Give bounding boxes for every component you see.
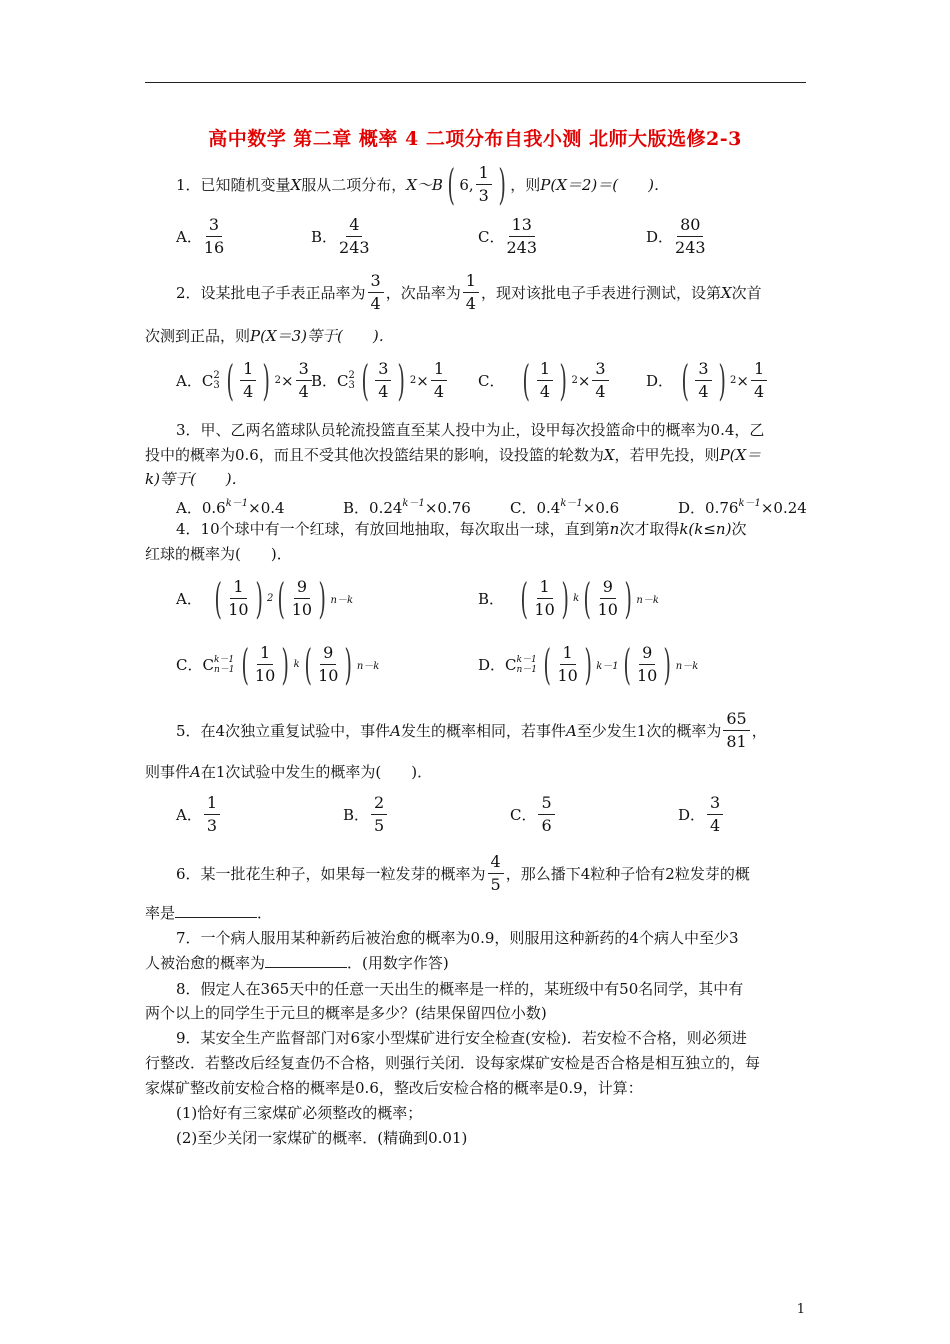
fraction-2 [598, 576, 618, 621]
q6-text-a: 6．某一批花生种子，如果每一粒发芽的概率为 [176, 864, 486, 883]
option-fraction [538, 792, 554, 837]
frac-num: 13 [509, 214, 535, 237]
question-7-line-1: 7．一个病人服用某种新药后被治愈的概率为0.9，则服用这种新药的4个病人中至少3 [176, 929, 739, 947]
q1-p-den: 3 [478, 186, 489, 205]
q1-text-b: 服从二项分布， [301, 175, 407, 194]
frac-num: 3 [707, 792, 723, 815]
option-exponent: k－1 [738, 498, 761, 509]
frac-num: 1 [257, 642, 273, 665]
option-label: D． [646, 372, 674, 390]
power-2: n－k [330, 595, 353, 606]
option-exponent: k－1 [225, 498, 249, 509]
frac-num: 9 [639, 642, 655, 665]
option-exponent: k－1 [560, 498, 583, 509]
fraction-2 [318, 642, 338, 687]
inner-fraction [537, 358, 553, 403]
q4-option-a [176, 573, 353, 623]
option-label: B． [311, 228, 338, 246]
frac-num: 3 [206, 214, 222, 237]
inner-fraction [240, 358, 256, 403]
right-paren: ) [559, 355, 567, 405]
q5-line2-a: 则事件 [145, 763, 191, 781]
frac-num: 4 [488, 851, 504, 874]
combination-sub: 3 [348, 379, 355, 391]
frac-num: 9 [600, 576, 616, 599]
frac-num: 2 [371, 792, 387, 815]
q6-line2-a: 率是 [145, 904, 176, 922]
q4-option-c [176, 639, 380, 689]
left-paren: ( [304, 639, 312, 689]
question-3-line-3 [145, 469, 247, 489]
frac-num: 3 [375, 358, 391, 381]
times-sign: × [416, 371, 429, 390]
outer-fraction [296, 358, 312, 403]
question-6-line-2 [145, 903, 272, 923]
q4-var-k: k(k≤n) [679, 520, 732, 538]
option-label: A．0.6 [176, 499, 226, 517]
left-paren: ( [226, 355, 234, 405]
q5-text-e: ， [751, 721, 767, 740]
times-sign: × [281, 371, 294, 390]
q4-option-b [478, 573, 659, 623]
frac-den: 10 [637, 666, 658, 685]
question-8-line-2: 两个以上的同学生于元旦的概率是多少？(结果保留四位小数) [145, 1004, 547, 1022]
q4-text-b: 次才取得 [619, 520, 680, 538]
frac-num: 1 [463, 270, 479, 293]
q5-option-a [176, 792, 222, 837]
q6-text-b: ，那么播下4粒种子恰有2粒发芽的概 [505, 864, 750, 883]
question-9-sub-2: (2)至少关闭一家煤矿的概率．(精确到0.01) [176, 1129, 468, 1147]
frac-den: 16 [203, 238, 225, 257]
q4-text-c: 次 [731, 520, 747, 538]
q5-text-d: 至少发生1次的概率为 [576, 721, 722, 740]
right-paren: ) [584, 639, 592, 689]
question-1-stem [176, 159, 669, 209]
left-paren: ( [543, 639, 551, 689]
frac-num: 1 [537, 358, 553, 381]
fraction-1 [557, 642, 577, 687]
fraction-1 [228, 576, 248, 621]
frac-den: 10 [318, 666, 339, 685]
left-paren: ( [681, 355, 689, 405]
q1-dist: X～B [406, 175, 443, 194]
right-paren: ) [561, 573, 569, 623]
frac-num: 1 [751, 358, 767, 381]
q5-option-d [678, 792, 725, 837]
right-paren: ) [318, 573, 326, 623]
header-rule [145, 82, 806, 83]
question-4-line-1 [176, 519, 746, 539]
frac-num: 4 [346, 214, 362, 237]
option-label: A． [176, 590, 202, 608]
option-label: D． [678, 806, 706, 824]
q5-option-c [510, 792, 557, 837]
option-tail: ×0.4 [248, 499, 285, 517]
combination-symbol: C [337, 371, 349, 390]
outer-fraction [592, 358, 608, 403]
frac-num: 5 [538, 792, 554, 815]
frac-num: 1 [560, 642, 576, 665]
option-fraction [204, 214, 224, 259]
option-label: C． [478, 228, 505, 246]
option-label: D． [478, 656, 506, 674]
q1-option-b [311, 214, 372, 259]
option-label: D． [646, 228, 674, 246]
q1-text-c: ，则 [510, 175, 541, 194]
q5-text-b: 发生的概率相同，若事件 [400, 721, 566, 740]
frac-den: 4 [433, 382, 444, 401]
left-paren: ( [520, 573, 528, 623]
frac-den: 10 [534, 600, 555, 619]
frac-den: 6 [541, 816, 552, 835]
q2-option-a [176, 355, 314, 405]
option-fraction [506, 214, 537, 259]
inner-fraction [375, 358, 391, 403]
combination-sup: k－1 [516, 654, 537, 665]
power-2: n－k [356, 661, 380, 672]
option-fraction [339, 214, 370, 259]
option-label: A． [176, 228, 202, 246]
frac-den: 4 [698, 382, 709, 401]
frac-den: 243 [675, 238, 706, 257]
q3-line3: k)等于( )． [145, 470, 247, 488]
left-paren: ( [241, 639, 249, 689]
q2-fraction-1 [368, 270, 384, 315]
q1-var-x: X [290, 175, 302, 194]
frac-den: 4 [753, 382, 765, 401]
q4-option-d [478, 639, 699, 689]
combination-sub: 3 [213, 379, 220, 391]
right-paren: ) [663, 639, 672, 689]
option-tail: ×0.6 [582, 499, 620, 517]
power: 2 [274, 375, 282, 386]
question-4-line-2: 红球的概率为( )． [145, 545, 292, 563]
fraction-1 [255, 642, 275, 687]
answer-blank[interactable] [175, 903, 257, 918]
q5-line2-b: 在1次试验中发生的概率为( )． [200, 763, 433, 781]
question-3-line-2 [145, 445, 761, 465]
question-5-line-2 [145, 762, 432, 782]
q2-text-a: 2．设某批电子手表正品率为 [176, 283, 366, 302]
fraction-2 [292, 576, 312, 621]
q7-line2-a: 人被治愈的概率为 [145, 954, 266, 972]
frac-den: 243 [339, 238, 370, 257]
power-2: n－k [675, 661, 699, 672]
frac-den: 4 [378, 382, 389, 401]
frac-den: 10 [254, 666, 276, 685]
page-number: 1 [796, 1302, 805, 1317]
option-label: D．0.76 [678, 499, 739, 517]
question-5-line-1 [176, 708, 767, 753]
times-sign: × [736, 371, 749, 390]
right-paren: ) [624, 573, 632, 623]
power-1: k [293, 659, 300, 670]
frac-den: 4 [465, 294, 476, 313]
question-9-line-3: 家煤矿整改前安检合格的概率是0.6，整改后安检合格的概率是0.9，计算： [145, 1079, 643, 1097]
option-label: B． [343, 806, 370, 824]
right-paren: ) [344, 639, 353, 689]
q1-option-c [478, 214, 539, 259]
question-6-line-1 [176, 851, 750, 896]
q1-right-paren: ) [498, 159, 506, 209]
option-label: C． [478, 372, 505, 390]
outer-fraction [431, 358, 447, 403]
q7-line2-b: ．(用数字作答) [347, 954, 449, 972]
q1-option-d [646, 214, 708, 259]
question-7-line-2 [145, 953, 449, 973]
answer-blank[interactable] [265, 953, 347, 968]
q3-option-a [176, 494, 285, 518]
q2-line2-a: 次测到正品，则 [145, 327, 251, 345]
inner-fraction [695, 358, 711, 403]
option-exponent: k－1 [402, 498, 425, 509]
q5-text-a: 5．在4次独立重复试验中，事件 [176, 721, 391, 740]
right-paren: ) [397, 355, 406, 405]
option-fraction [371, 792, 387, 837]
frac-num: 1 [537, 576, 553, 599]
frac-den: 5 [490, 875, 501, 894]
frac-num: 1 [230, 576, 246, 599]
option-label: A． [176, 806, 202, 824]
frac-den: 10 [291, 600, 313, 619]
frac-num: 65 [723, 708, 749, 731]
left-paren: ( [522, 355, 531, 405]
frac-den: 4 [243, 382, 254, 401]
option-label: A． [176, 372, 202, 390]
option-label: C．0.4 [510, 499, 561, 517]
frac-den: 10 [228, 600, 249, 619]
q2-fraction-2 [463, 270, 479, 315]
q4-text-a: 4．10个球中有一个红球，有放回地抽取，每次取出一球，直到第 [176, 520, 610, 538]
power-1: 2 [266, 593, 274, 604]
left-paren: ( [583, 573, 592, 623]
frac-num: 9 [294, 576, 310, 599]
q3-text-c: P(X＝ [719, 446, 762, 464]
right-paren: ) [255, 573, 263, 623]
frac-num: 80 [677, 214, 703, 237]
question-8-line-1: 8．假定人在365天中的任意一天出生的概率是一样的，某班级中有50名同学，其中有 [176, 980, 744, 998]
q1-p-fraction [476, 162, 492, 207]
left-paren: ( [277, 573, 286, 623]
combination-sub: n－1 [213, 664, 235, 675]
frac-num: 3 [695, 358, 711, 381]
q5-var-a: A [390, 721, 401, 740]
right-paren: ) [718, 355, 726, 405]
fraction-1 [534, 576, 554, 621]
frac-num: 3 [296, 358, 312, 381]
q1-option-a [176, 214, 226, 259]
question-2-stem [176, 270, 762, 315]
frac-num: 1 [240, 358, 256, 381]
q3-option-c [510, 494, 619, 518]
frac-den: 10 [597, 600, 618, 619]
q5-line2-var: A [190, 763, 201, 781]
q2-option-b [311, 355, 449, 405]
combination-symbol: C [201, 371, 214, 390]
q5-option-b [343, 792, 389, 837]
option-label: C． [510, 806, 537, 824]
q2-line2-b: P(X＝3)等于( )． [250, 327, 394, 345]
question-9-line-1: 9．某安全生产监督部门对6家小型煤矿进行安全检查(安检)．若安检不合格，则必须进 [176, 1029, 747, 1047]
frac-den: 4 [370, 294, 381, 313]
frac-num: 1 [431, 358, 447, 381]
option-label: B． [478, 590, 505, 608]
frac-den: 243 [506, 238, 538, 257]
combination-sup: 2 [348, 369, 355, 381]
question-2-line-2 [145, 326, 394, 346]
frac-den: 4 [298, 382, 309, 401]
q2-var-x: X [720, 283, 732, 302]
frac-den: 4 [539, 382, 551, 401]
power-2: n－k [636, 595, 659, 606]
q2-text-c: ，现对该批电子手表进行测试，设第 [480, 283, 721, 302]
q1-text-d: P(X＝2)＝( )． [540, 175, 669, 194]
power: 2 [730, 375, 737, 386]
q5-var-a-2: A [565, 721, 577, 740]
left-paren: ( [623, 639, 631, 689]
q3-text-a: 投中的概率为0.6，而且不受其他次投篮结果的影响，设投篮的轮数为 [145, 446, 604, 464]
option-tail: ×0.24 [760, 499, 807, 517]
q6-line2-b: ． [257, 904, 273, 922]
q1-n: 6, [459, 175, 474, 194]
q1-p-num: 1 [476, 162, 492, 185]
question-9-sub-1: (1)恰好有三家煤矿必须整改的概率； [176, 1104, 423, 1122]
power: 2 [571, 375, 578, 386]
combination-symbol: C [505, 655, 517, 674]
q3-var-x: X [603, 446, 615, 464]
page-title: 高中数学 第二章 概率 4 二项分布自我小测 北师大版选修2-3 [208, 128, 742, 150]
fraction-2 [637, 642, 657, 687]
option-label: B． [311, 372, 338, 390]
power-1: k [573, 593, 580, 604]
q3-text-b: ，若甲先投，则 [614, 446, 720, 464]
option-label: B．0.24 [343, 499, 403, 517]
frac-num: 3 [592, 358, 608, 381]
combination-symbol: C [202, 655, 214, 674]
frac-den: 5 [374, 816, 385, 835]
q1-text-a: 1．已知随机变量 [176, 175, 291, 194]
q5-fraction [723, 708, 749, 753]
frac-den: 3 [206, 816, 218, 835]
q6-fraction [488, 851, 504, 896]
power-1: k－1 [596, 661, 619, 672]
frac-num: 9 [320, 642, 336, 665]
frac-den: 10 [557, 666, 578, 685]
q2-text-b: ，次品率为 [385, 283, 461, 302]
q1-left-paren: ( [447, 159, 455, 209]
times-sign: × [577, 371, 591, 390]
option-label: C． [176, 656, 203, 674]
q2-text-e: 次首 [731, 283, 762, 302]
combination-sub: n－1 [516, 664, 538, 675]
option-fraction [204, 792, 220, 837]
question-9-line-2: 行整改．若整改后经复查仍不合格，则强行关闭．设每家煤矿安检是否合格是相互独立的，每 [145, 1054, 761, 1072]
frac-num: 1 [204, 792, 220, 815]
frac-den: 4 [710, 816, 721, 835]
q4-var-n: n [609, 520, 620, 538]
frac-den: 4 [595, 382, 606, 401]
option-fraction [707, 792, 723, 837]
frac-num: 3 [368, 270, 384, 293]
combination-sup: k－1 [213, 654, 235, 665]
q2-option-c [478, 355, 611, 405]
q2-option-d [646, 355, 769, 405]
right-paren: ) [262, 355, 271, 405]
option-fraction [675, 214, 706, 259]
combination-sup: 2 [213, 369, 220, 381]
right-paren: ) [281, 639, 290, 689]
left-paren: ( [214, 573, 222, 623]
frac-den: 81 [726, 732, 747, 751]
power: 2 [409, 375, 417, 386]
q3-option-d [678, 494, 807, 518]
question-3-line-1: 3．甲、乙两名篮球队员轮流投篮直至某人投中为止，设甲每次投篮命中的概率为0.4，乙 [176, 421, 765, 439]
option-tail: ×0.76 [424, 499, 471, 517]
outer-fraction [751, 358, 767, 403]
left-paren: ( [361, 355, 369, 405]
q3-option-b [343, 494, 471, 518]
